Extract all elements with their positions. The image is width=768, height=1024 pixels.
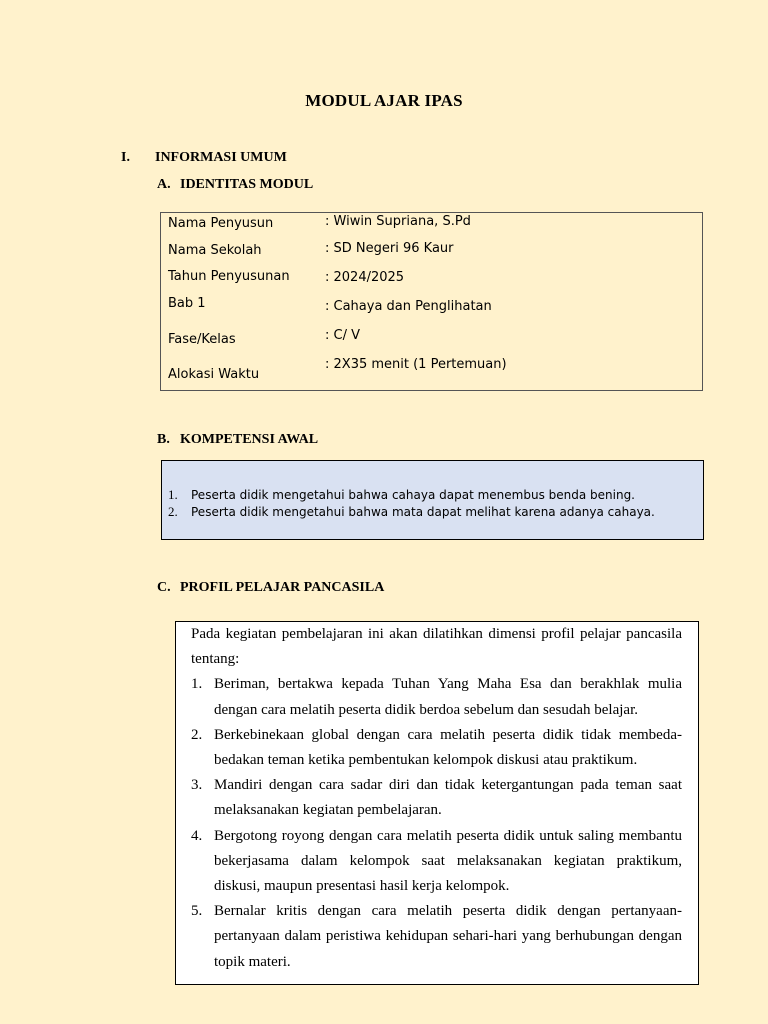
list-item-text: Bernalar kritis dengan cara melatih peserta didik dengan pertanyaan-pertanyaan dalam peristiwa kehidupan sehari-hari yang berhubungan dengan topik materi. [214,903,682,970]
list-item [168,504,655,520]
identitas-letter: A. [157,177,171,192]
list-item [191,824,682,900]
list-item [191,723,682,773]
list-item-number: 5. [191,903,203,920]
list-item-text: Bergotong royong dengan cara melatih peserta didik untuk saling membantu bekerjasama dalam kelompok saat melaksanakan kegiatan praktikum, diskusi, maupun presentasi hasil kerja kelompok. [214,827,682,895]
id-value-bab: : Cahaya dan Penglihatan [325,299,492,314]
id-value-penyusun: : Wiwin Supriana, S.Pd [325,214,471,229]
page-title: MODUL AJAR IPAS [305,91,463,110]
identitas-table [160,212,703,391]
kompetensi-title: KOMPETENSI AWAL [180,432,319,447]
id-label-tahun: Tahun Penyusunan [168,269,290,284]
list-item-number: 2. [168,504,178,519]
list-item-text: Peserta didik mengetahui bahwa mata dapat melihat karena adanya cahaya. [191,505,655,519]
kompetensi-box [161,460,704,540]
list-item-number: 1. [191,676,203,693]
profil-intro: Pada kegiatan pembelajaran ini akan dilatihkan dimensi profil pelajar pancasila tentang: [191,626,682,668]
section-title: INFORMASI UMUM [155,150,287,165]
list-item-text: Peserta didik mengetahui bahwa cahaya dapat menembus benda bening. [191,488,635,502]
id-label-fase: Fase/Kelas [168,332,236,347]
list-item [191,672,682,722]
id-label-sekolah: Nama Sekolah [168,243,262,258]
identitas-heading [157,177,313,193]
id-label-alokasi: Alokasi Waktu [168,367,260,382]
kompetensi-letter: B. [157,432,170,447]
id-label-penyusun: Nama Penyusun [168,216,274,231]
list-item [191,899,682,975]
profil-content [191,622,682,975]
id-label-bab: Bab 1 [168,296,206,311]
list-item [168,487,635,503]
list-item-text: Berkebinekaan global dengan cara melatih peserta didik tidak membeda-bedakan teman ketika pembentukan kelompok diskusi atau praktikum. [214,726,682,769]
profil-letter: C. [157,580,171,595]
profil-list [191,672,682,974]
id-value-alokasi: : 2X35 menit (1 Pertemuan) [325,357,507,372]
profil-box [175,621,699,985]
list-item-text: Mandiri dengan cara sadar diri dan tidak ketergantungan pada teman saat melaksanakan kegiatan pembelajaran. [214,777,682,819]
list-item-number: 1. [168,487,178,502]
list-item-number: 2. [191,726,203,743]
identitas-title: IDENTITAS MODUL [180,177,314,192]
id-value-tahun: : 2024/2025 [325,270,405,285]
profil-title: PROFIL PELAJAR PANCASILA [180,580,385,595]
id-value-sekolah: : SD Negeri 96 Kaur [325,241,454,256]
id-value-fase: : C/ V [325,328,360,343]
section-number: I. [121,150,130,165]
profil-heading [157,580,384,596]
list-item [191,773,682,823]
list-item-number: 4. [191,827,203,844]
list-item-number: 3. [191,777,203,794]
kompetensi-heading [157,432,318,448]
list-item-text: Beriman, bertakwa kepada Tuhan Yang Maha Esa dan berakhlak mulia dengan cara melatih peserta didik berdoa sebelum dan sesudah belajar. [214,676,682,718]
